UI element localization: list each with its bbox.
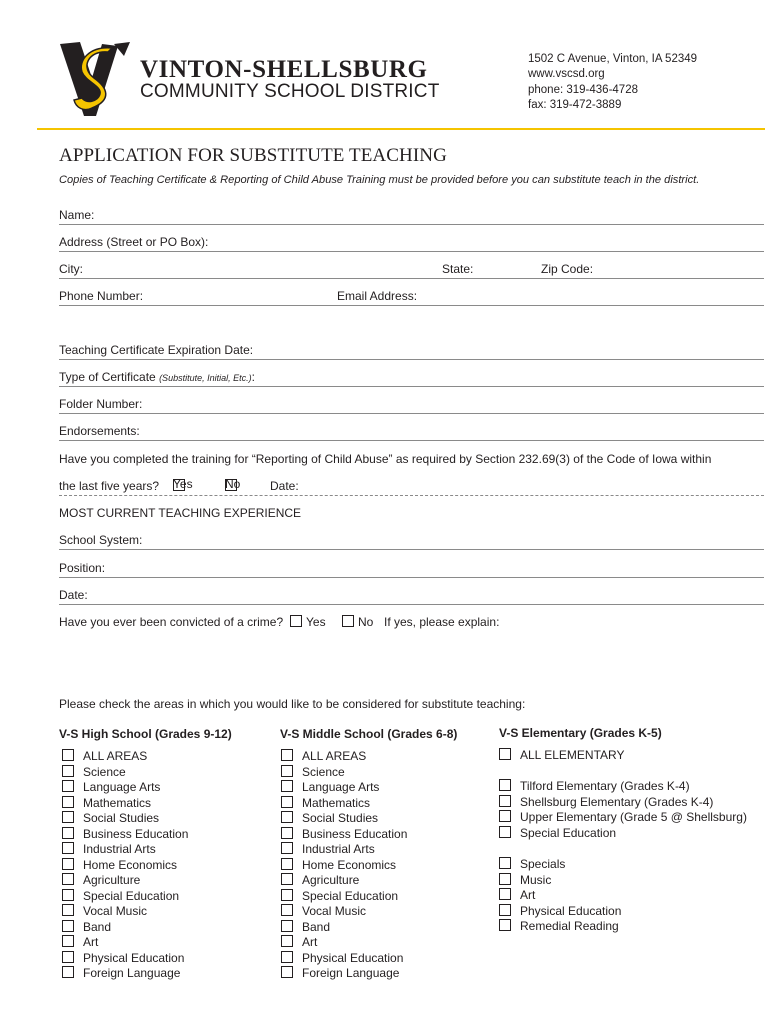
middle-school-area-option[interactable]	[281, 811, 378, 826]
high-school-area-label: Agriculture	[83, 873, 141, 887]
elementary-school-checkbox[interactable]	[499, 795, 511, 807]
name-label: Name:	[59, 208, 95, 222]
elementary-special-checkbox[interactable]	[499, 919, 511, 931]
high-school-area-option[interactable]	[62, 811, 159, 826]
high-school-area-label: Art	[83, 935, 99, 949]
elementary-school-option[interactable]	[499, 826, 616, 841]
crime-explain-label: If yes, please explain:	[384, 615, 500, 629]
name-field[interactable]	[59, 205, 764, 225]
header-divider	[37, 128, 765, 130]
middle-school-area-checkbox[interactable]	[281, 858, 293, 870]
middle-school-area-checkbox[interactable]	[281, 796, 293, 808]
middle-school-area-option[interactable]	[281, 966, 399, 981]
endorsements-label: Endorsements:	[59, 424, 140, 438]
elementary-school-label: Shellsburg Elementary (Grades K-4)	[520, 794, 714, 809]
child-abuse-question: Have you completed the training for “Reporting of Child Abuse” as required by Section 232.69(3) of the Code of Iowa within	[59, 452, 712, 466]
experience-date-field[interactable]	[59, 585, 764, 605]
middle-school-area-option[interactable]	[281, 873, 359, 888]
high-school-area-option[interactable]	[62, 827, 188, 842]
high-school-area-label: Physical Education	[83, 950, 185, 965]
contact-phone: phone: 319-436-4728	[528, 83, 638, 96]
elementary-heading: V-S Elementary (Grades K-5)	[499, 726, 662, 740]
middle-school-area-checkbox[interactable]	[281, 920, 293, 932]
high-school-area-option[interactable]	[62, 765, 126, 780]
middle-school-area-option[interactable]	[281, 951, 403, 966]
middle-school-area-option[interactable]	[281, 749, 366, 764]
cert-type-field[interactable]	[59, 367, 764, 387]
crime-question: Have you ever been convicted of a crime?	[59, 615, 284, 629]
high-school-area-checkbox[interactable]	[62, 920, 74, 932]
cert-type-hint: (Substitute, Initial, Etc.)	[159, 373, 252, 383]
elementary-school-label: Tilford Elementary (Grades K-4)	[520, 779, 690, 793]
elementary-school-option[interactable]	[499, 810, 747, 825]
crime-no-option[interactable]: No	[342, 615, 373, 629]
high-school-area-checkbox[interactable]	[62, 780, 74, 792]
endorsements-field[interactable]	[59, 421, 764, 441]
elementary-school-checkbox[interactable]	[499, 779, 511, 791]
elementary-special-label: Remedial Reading	[520, 919, 619, 933]
elementary-special-label: Specials	[520, 857, 566, 871]
high-school-area-label: Special Education	[83, 888, 180, 903]
contact-address: 1502 C Avenue, Vinton, IA 52349	[528, 53, 698, 65]
high-school-area-label: Foreign Language	[83, 966, 181, 980]
school-system-label: School System:	[59, 533, 143, 547]
elementary-special-option[interactable]	[499, 904, 621, 919]
high-school-area-label: Language Arts	[83, 780, 161, 794]
middle-school-area-option[interactable]	[281, 765, 345, 780]
elementary-special-option[interactable]	[499, 888, 535, 903]
folder-number-field[interactable]	[59, 394, 764, 414]
middle-school-area-label: Physical Education	[302, 950, 404, 965]
experience-heading: MOST CURRENT TEACHING EXPERIENCE	[59, 506, 302, 520]
middle-school-area-label: Language Arts	[302, 780, 380, 794]
high-school-area-checkbox[interactable]	[62, 935, 74, 947]
high-school-area-checkbox[interactable]	[62, 842, 74, 854]
middle-school-area-option[interactable]	[281, 827, 407, 842]
elementary-special-checkbox[interactable]	[499, 888, 511, 900]
cert-type-label: Type of Certificate (Substitute, Initial, Etc.):	[59, 370, 255, 384]
high-school-area-label: Band	[83, 919, 112, 934]
high-school-area-option[interactable]	[62, 780, 160, 795]
child-abuse-answer-row: the last five years? Yes No Date:	[59, 476, 764, 496]
high-school-area-checkbox[interactable]	[62, 796, 74, 808]
middle-school-area-option[interactable]	[281, 858, 396, 873]
elementary-school-label: Upper Elementary (Grade 5 @ Shellsburg)	[520, 810, 747, 824]
high-school-area-option[interactable]	[62, 920, 111, 935]
elementary-special-checkbox[interactable]	[499, 904, 511, 916]
middle-school-area-label: ALL AREAS	[302, 749, 367, 763]
contact-website[interactable]: www.vscsd.org	[528, 68, 605, 81]
middle-school-area-option[interactable]	[281, 904, 366, 919]
middle-school-area-label: Industrial Arts	[302, 842, 375, 856]
high-school-heading: V-S High School (Grades 9-12)	[59, 727, 232, 741]
folder-number-label: Folder Number:	[59, 397, 143, 411]
high-school-area-option[interactable]	[62, 904, 147, 919]
high-school-area-option[interactable]	[62, 842, 156, 857]
zip-label: Zip Code:	[541, 262, 594, 276]
middle-school-area-option[interactable]	[281, 889, 398, 904]
high-school-area-checkbox[interactable]	[62, 966, 74, 978]
state-label: State:	[442, 262, 474, 276]
contact-block	[528, 52, 697, 113]
high-school-area-checkbox[interactable]	[62, 904, 74, 916]
form-title: APPLICATION FOR SUBSTITUTE TEACHING	[59, 145, 447, 166]
middle-school-area-label: Home Economics	[302, 857, 397, 872]
cert-expiration-label: Teaching Certificate Expiration Date:	[59, 343, 254, 357]
crime-yes-option[interactable]: Yes	[290, 615, 326, 629]
high-school-area-label: Mathematics	[83, 795, 152, 810]
middle-school-area-label: Social Studies	[302, 811, 379, 825]
address-field[interactable]	[59, 232, 764, 252]
high-school-area-checkbox[interactable]	[62, 749, 74, 761]
address-label: Address (Street or PO Box):	[59, 235, 209, 249]
middle-school-area-checkbox[interactable]	[281, 935, 293, 947]
elementary-special-option[interactable]	[499, 873, 551, 888]
high-school-area-option[interactable]	[62, 858, 177, 873]
high-school-area-checkbox[interactable]	[62, 951, 74, 963]
child-abuse-question-cont: the last five years?	[59, 479, 160, 493]
middle-school-area-label: Band	[302, 919, 331, 934]
high-school-area-checkbox[interactable]	[62, 811, 74, 823]
high-school-area-checkbox[interactable]	[62, 858, 74, 870]
high-school-area-checkbox[interactable]	[62, 889, 74, 901]
crime-yes-checkbox[interactable]	[290, 615, 302, 627]
middle-school-area-option[interactable]	[281, 842, 375, 857]
elementary-area-checkbox[interactable]	[499, 748, 511, 760]
elementary-special-checkbox[interactable]	[499, 857, 511, 869]
middle-school-area-checkbox[interactable]	[281, 889, 293, 901]
middle-school-area-checkbox[interactable]	[281, 749, 293, 761]
middle-school-area-label: Science	[302, 764, 345, 779]
middle-school-area-label: Art	[302, 935, 318, 949]
middle-school-area-option[interactable]	[281, 780, 379, 795]
experience-date-label: Date:	[59, 588, 88, 602]
middle-school-area-label: Foreign Language	[302, 966, 400, 980]
district-name: VINTON-SHELLSBURG	[140, 56, 428, 83]
form-subtitle: Copies of Teaching Certificate & Reporting of Child Abuse Training must be provided before you can substitute teach in the district.	[59, 174, 700, 186]
middle-school-area-checkbox[interactable]	[281, 966, 293, 978]
elementary-area-option[interactable]	[499, 748, 624, 763]
middle-school-area-checkbox[interactable]	[281, 811, 293, 823]
elementary-special-label: Music	[520, 872, 552, 887]
middle-school-area-option[interactable]	[281, 796, 370, 811]
elementary-school-checkbox[interactable]	[499, 810, 511, 822]
high-school-area-label: Business Education	[83, 826, 189, 841]
high-school-area-label: ALL AREAS	[83, 749, 148, 763]
city-label: City:	[59, 262, 83, 276]
middle-school-area-label: Mathematics	[302, 795, 371, 810]
high-school-area-label: Social Studies	[83, 811, 160, 825]
elementary-special-label: Physical Education	[520, 903, 622, 918]
elementary-school-checkbox[interactable]	[499, 826, 511, 838]
elementary-school-label: Special Education	[520, 825, 617, 840]
elementary-school-option[interactable]	[499, 795, 713, 810]
elementary-special-checkbox[interactable]	[499, 873, 511, 885]
contact-fax: fax: 319-472-3889	[528, 98, 622, 111]
high-school-area-option[interactable]	[62, 796, 151, 811]
middle-school-area-checkbox[interactable]	[281, 842, 293, 854]
middle-school-area-checkbox[interactable]	[281, 780, 293, 792]
high-school-area-label: Industrial Arts	[83, 842, 156, 856]
district-subtitle: COMMUNITY SCHOOL DISTRICT	[140, 81, 440, 102]
high-school-area-label: Science	[83, 764, 126, 779]
high-school-area-option[interactable]	[62, 749, 147, 764]
cert-expiration-field[interactable]	[59, 340, 764, 360]
district-logo	[58, 38, 132, 120]
school-system-field[interactable]	[59, 530, 764, 550]
elementary-special-option[interactable]	[499, 919, 619, 934]
middle-school-area-option[interactable]	[281, 935, 317, 950]
middle-school-area-option[interactable]	[281, 920, 330, 935]
position-label: Position:	[59, 561, 106, 575]
elementary-school-option[interactable]	[499, 779, 690, 794]
high-school-area-checkbox[interactable]	[62, 765, 74, 777]
high-school-area-option[interactable]	[62, 889, 179, 904]
email-label: Email Address:	[337, 289, 418, 303]
high-school-area-option[interactable]	[62, 873, 140, 888]
high-school-area-checkbox[interactable]	[62, 873, 74, 885]
middle-school-area-checkbox[interactable]	[281, 951, 293, 963]
middle-school-area-label: Agriculture	[302, 873, 360, 887]
middle-school-area-checkbox[interactable]	[281, 904, 293, 916]
position-field[interactable]	[59, 558, 764, 578]
elementary-special-option[interactable]	[499, 857, 565, 872]
phone-label: Phone Number:	[59, 289, 144, 303]
elementary-area-label: ALL ELEMENTARY	[520, 748, 625, 762]
high-school-area-label: Vocal Music	[83, 904, 148, 918]
elementary-special-label: Art	[520, 888, 536, 902]
areas-prompt: Please check the areas in which you would like to be considered for substitute teaching:	[59, 697, 526, 711]
crime-no-checkbox[interactable]	[342, 615, 354, 627]
middle-school-area-label: Vocal Music	[302, 904, 367, 918]
phone-email-field[interactable]	[59, 286, 764, 306]
high-school-area-option[interactable]	[62, 935, 98, 950]
middle-school-area-label: Business Education	[302, 826, 408, 841]
high-school-area-checkbox[interactable]	[62, 827, 74, 839]
high-school-area-option[interactable]	[62, 966, 180, 981]
middle-school-heading: V-S Middle School (Grades 6-8)	[280, 727, 458, 741]
high-school-area-option[interactable]	[62, 951, 184, 966]
city-state-zip-field[interactable]	[59, 259, 764, 279]
middle-school-area-checkbox[interactable]	[281, 873, 293, 885]
child-abuse-date-label: Date:	[270, 479, 299, 493]
high-school-area-label: Home Economics	[83, 857, 178, 872]
middle-school-area-label: Special Education	[302, 888, 399, 903]
middle-school-area-checkbox[interactable]	[281, 765, 293, 777]
middle-school-area-checkbox[interactable]	[281, 827, 293, 839]
